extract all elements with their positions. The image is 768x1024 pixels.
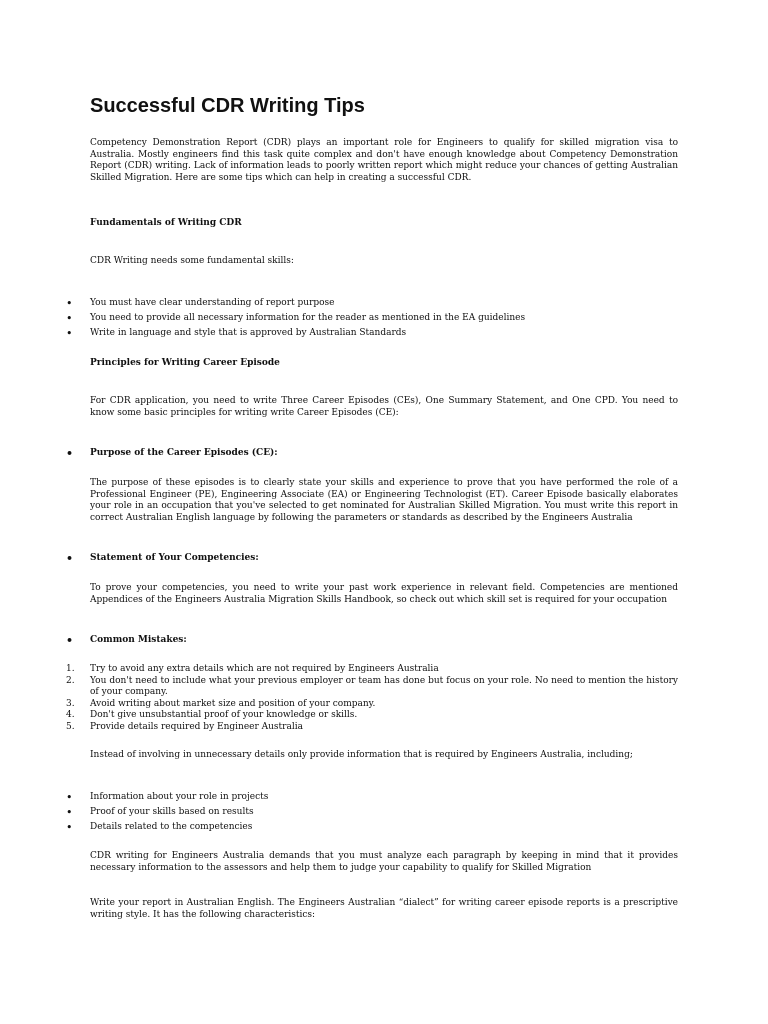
mistakes-list <box>66 664 678 733</box>
purpose-heading-list <box>66 446 678 461</box>
fundamentals-heading: Fundamentals of Writing CDR <box>90 218 242 228</box>
principles-heading: Principles for Writing Career Episode <box>90 358 280 368</box>
list-item: • Details related to the competencies <box>66 820 678 835</box>
list-item: • You must have clear understanding of report purpose <box>66 296 678 311</box>
list-item: • You need to provide all necessary information for the reader as mentioned in the EA guidelines <box>66 311 678 326</box>
statement-heading-list <box>66 551 678 566</box>
purpose-heading: • Purpose of the Career Episodes (CE): <box>66 446 678 461</box>
statement-paragraph: To prove your competencies, you need to write your past work experience in relevant field. Competencies are mentioned Appendices of the Engineers Australia Migration Skills Handbook, so check out which skill set is required for your occupation <box>90 583 678 605</box>
closing-paragraph-1: CDR writing for Engineers Australia demands that you must analyze each paragraph by keeping in mind that it provides necessary information to the assessors and help them to judge your capability to qualify for Skilled Migration <box>90 851 678 873</box>
page-title: Successful CDR Writing Tips <box>90 95 365 117</box>
list-item: 1. Try to avoid any extra details which are not required by Engineers Australia <box>66 664 439 674</box>
mistakes-heading-list <box>66 633 678 648</box>
list-item: 3. Avoid writing about market size and position of your company. <box>66 698 376 709</box>
fundamentals-lead: CDR Writing needs some fundamental skills: <box>90 256 294 266</box>
mistakes-after-paragraph: Instead of involving in unnecessary details only provide information that is required by Engineers Australia, including; <box>90 750 633 760</box>
closing-paragraph-2: Write your report in Australian English. The Engineers Australian “dialect” for writing career episode reports is a prescriptive writing style. It has the following characteristics: <box>90 898 678 920</box>
list-item: • Write in language and style that is approved by Australian Standards <box>66 326 678 341</box>
info-list <box>66 790 678 835</box>
intro-paragraph: Competency Demonstration Report (CDR) plays an important role for Engineers to qualify for skilled migration visa to Australia. Mostly engineers find this task quite complex and don't have enough knowledge about Competency Demonstration Report (CDR) writing. Lack of information leads to poorly written report which might reduce your chances of getting Australian Skilled Migration. Here are some tips which can help in creating a successful CDR. <box>90 138 678 183</box>
list-item: 4. Don't give unsubstantial proof of your knowledge or skills. <box>66 710 358 720</box>
statement-heading: • Statement of Your Competencies: <box>66 551 678 566</box>
mistakes-heading: • Common Mistakes: <box>66 633 678 648</box>
list-item: • Proof of your skills based on results <box>66 805 678 820</box>
purpose-paragraph: The purpose of these episodes is to clearly state your skills and experience to prove that you have performed the role of a Professional Engineer (PE), Engineering Associate (EA) or Engineering Technologist (ET). Career Episode basically elaborates your role in an occupation that you've selected to get nominated for Australian Skilled Migration. You must write this report in correct Australian English language by following the parameters or standards as described by the Engineers Australia <box>90 478 678 523</box>
list-item: 5. Provide details required by Engineer Australia <box>66 721 303 732</box>
fundamentals-list <box>66 296 678 341</box>
list-item: 2. You don't need to include what your previous employer or team has done but focus on your role. No need to mention the history of your company. <box>66 675 678 697</box>
principles-paragraph: For CDR application, you need to write Three Career Episodes (CEs), One Summary Statement, and One CPD. You need to know some basic principles for writing write Career Episodes (CE): <box>90 396 678 418</box>
list-item: • Information about your role in projects <box>66 790 678 805</box>
